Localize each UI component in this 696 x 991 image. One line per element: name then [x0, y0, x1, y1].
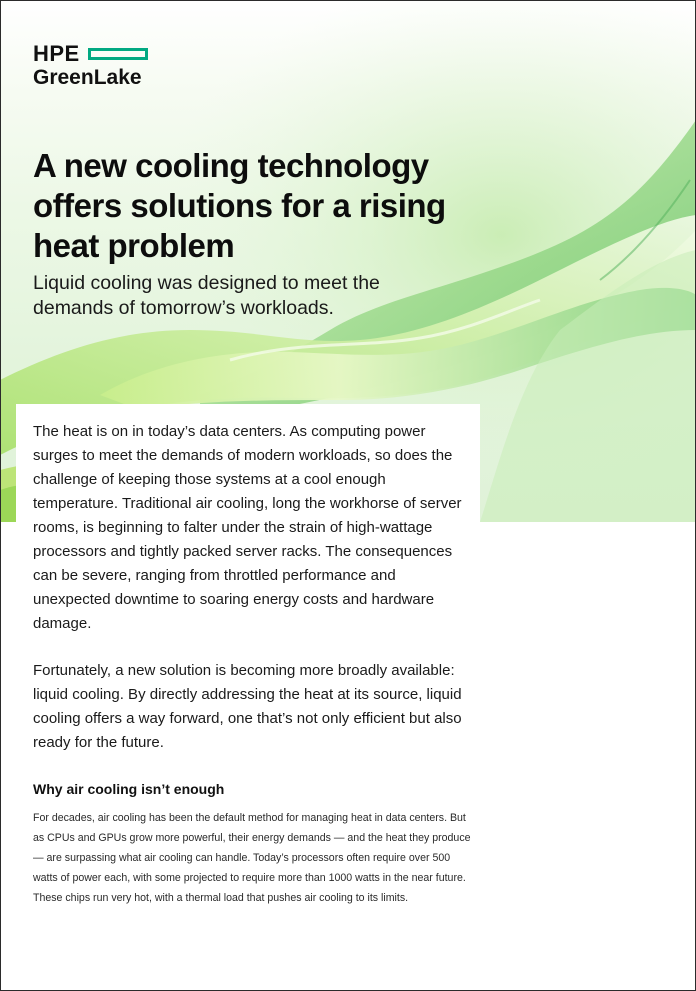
logo-element-icon — [88, 48, 148, 60]
section-paragraph: For decades, air cooling has been the default method for managing heat in data centers. But as CPUs and GPUs grow more powerful, their energy demands — and the heat they produce — are surpassing what air cooling can handle. Today’s processors often require over 500 watts of power each, with some projected to require more than 1000 watts in the near future. These chips run very hot, with a thermal load that pushes air cooling to its limits. — [33, 812, 471, 904]
page-title: A new cooling technology offers solutions for a rising heat problem — [33, 147, 446, 264]
page-subtitle: Liquid cooling was designed to meet the demands of tomorrow’s workloads. — [33, 272, 380, 319]
solution-paragraph: Fortunately, a new solution is becoming more broadly available: liquid cooling. By directly addressing the heat at its source, liquid cooling offers a way forward, one that’s not only efficient but also ready for the future. — [33, 662, 462, 751]
intro-paragraph: The heat is on in today’s data centers. As computing power surges to meet the demands of modern workloads, so does the challenge of keeping those systems at a cool enough temperature. Traditional air cooling, long the workhorse of server rooms, is beginning to falter under the strain of high-wattage processors and tightly packed server racks. The consequences can be severe, ranging from throttled performance and unexpected downtime to soaring energy costs and hardware damage. — [33, 423, 462, 632]
hpe-greenlake-logo — [33, 42, 148, 90]
article-body — [33, 420, 473, 908]
logo-greenlake-text: GreenLake — [33, 66, 142, 89]
logo-hpe-text: HPE — [33, 41, 80, 66]
section-heading: Why air cooling isn’t enough — [33, 781, 225, 797]
